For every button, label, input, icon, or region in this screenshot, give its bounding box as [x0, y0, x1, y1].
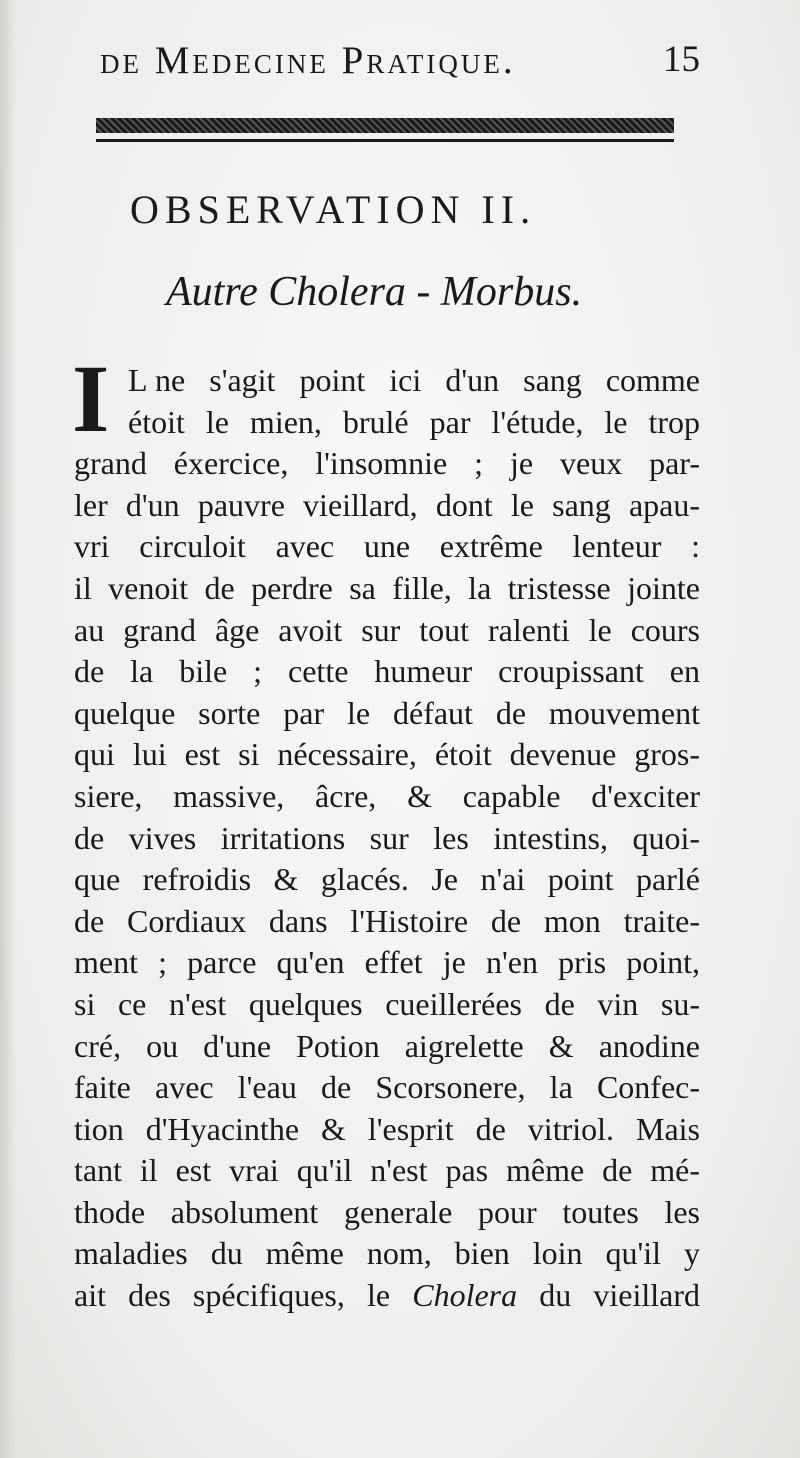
- italic-term: Cholera: [412, 1277, 518, 1314]
- text-line: siere, massive, âcre, & capable d'exciter: [74, 777, 700, 814]
- body-text: [74, 443, 700, 1316]
- last-line-start: ait des spécifiques, le: [74, 1277, 391, 1314]
- text-line: que refroidis & glacés. Je n'ai point parlé: [74, 861, 700, 898]
- drop-cap: I: [72, 345, 110, 452]
- thin-rule: [96, 139, 674, 142]
- text-line: maladies du même nom, bien loin qu'il y: [74, 1235, 700, 1272]
- ornamental-rule: [96, 118, 674, 133]
- text-line: faite avec l'eau de Scorsonere, la Confec-: [74, 1069, 700, 1106]
- text-line-2: étoit le mien, brulé par l'étude, le trop: [128, 403, 700, 440]
- text-line: ment ; parce qu'en effet je n'en pris point,: [74, 944, 700, 981]
- page-gutter-shadow: [0, 0, 16, 1458]
- text-line: si ce n'est quelques cueillerées de vin su-: [74, 985, 700, 1022]
- text-line: thode absolument generale pour toutes les: [74, 1193, 700, 1230]
- text-line: tant il est vrai qu'il n'est pas même de mé-: [74, 1152, 700, 1189]
- text-line: qui lui est si nécessaire, étoit devenue gros-: [74, 736, 700, 773]
- text-line: de Cordiaux dans l'Histoire de mon traite-: [74, 902, 700, 939]
- page-number: 15: [663, 39, 700, 80]
- observation-subtitle: Autre Cholera - Morbus.: [166, 269, 583, 315]
- text-line: tion d'Hyacinthe & l'esprit de vitriol. Mais: [74, 1110, 700, 1147]
- text-line: au grand âge avoit sur tout ralenti le cours: [74, 611, 700, 648]
- text-line: cré, ou d'une Potion aigrelette & anodine: [74, 1027, 700, 1064]
- running-head: [100, 38, 700, 92]
- text-line: quelque sorte par le défaut de mouvement: [74, 694, 700, 731]
- text-line: vri circuloit avec une extrême lenteur :: [74, 528, 700, 565]
- observation-heading: OBSERVATION II.: [130, 187, 537, 232]
- text-line: il venoit de perdre sa fille, la tristesse jointe: [74, 569, 700, 606]
- text-line-last: [74, 1275, 700, 1317]
- text-line: grand éxercice, l'insomnie ; je veux par-: [74, 445, 700, 482]
- last-line-end: du vieillard: [539, 1277, 701, 1314]
- first-word: L: [128, 362, 151, 398]
- text-line-1: ne s'agit point ici d'un sang comme: [155, 362, 700, 398]
- text-line: ler d'un pauvre vieillard, dont le sang apau-: [74, 486, 700, 523]
- text-line: de la bile ; cette humeur croupissant en: [74, 653, 700, 690]
- running-head-title: de Medecine Pratique.: [100, 39, 516, 82]
- text-line: de vives irritations sur les intestins, quoi-: [74, 819, 700, 856]
